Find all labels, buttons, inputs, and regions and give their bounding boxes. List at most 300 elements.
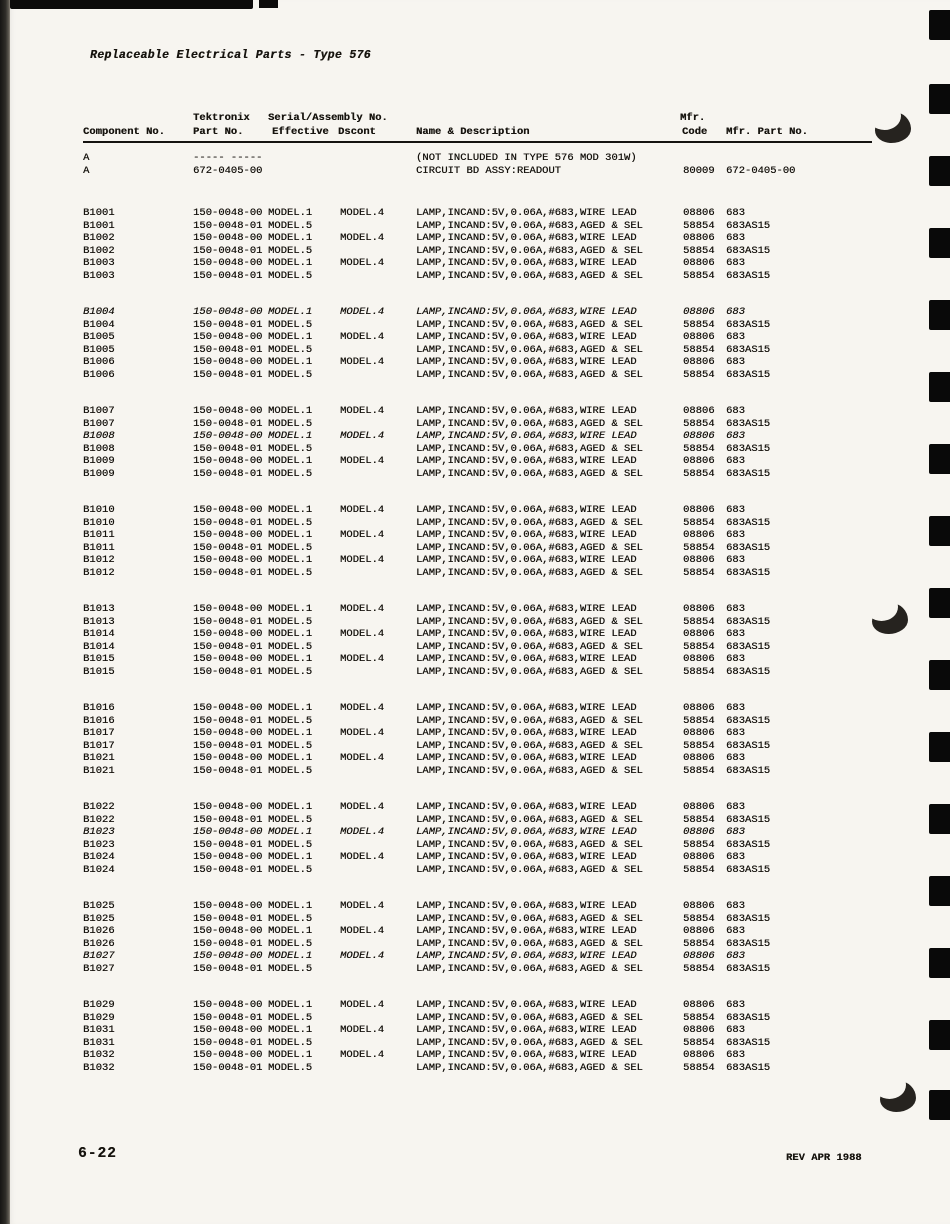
parts-table-body [83,152,883,1098]
cell-dscont [340,864,416,877]
header-rule [83,141,872,143]
table-row [83,826,883,839]
cell-tektronix-part-no: 150-0048-00 [193,702,263,714]
cell-component-no: B1001 [83,207,115,219]
table-row [83,405,883,418]
cell-tektronix-part-no: 150-0048-00 [193,455,263,467]
cell-tektronix-part-no: 150-0048-01 [193,1061,263,1074]
binding-mark [929,732,950,762]
cell-dscont: MODEL.4 [340,331,385,343]
scan-artifact-top-bar-small [259,0,278,8]
cell-mfr-part-no: 683 [726,925,745,937]
cell-name-description: LAMP,INCAND:5V,0.06A,#683,AGED & SEL [416,764,643,777]
cell-effective: MODEL.1 [268,702,313,714]
cell-mfr-part-no: 683 [726,628,745,640]
cell-name-description: LAMP,INCAND:5V,0.06A,#683,WIRE LEAD [416,1049,637,1061]
cell-dscont: MODEL.4 [340,207,385,219]
page-number: 6-22 [78,1146,117,1162]
cell-effective: MODEL.1 [268,430,313,442]
table-row [83,220,883,233]
cell-effective: MODEL.5 [268,813,313,826]
cell-tektronix-part-no: 150-0048-01 [193,640,263,653]
cell-tektronix-part-no: 150-0048-01 [193,863,263,876]
cell-name-description: LAMP,INCAND:5V,0.06A,#683,AGED & SEL [416,1011,643,1024]
cell-mfr-part-no: 683 [726,727,745,739]
cell-name-description: LAMP,INCAND:5V,0.06A,#683,WIRE LEAD [416,925,637,937]
cell-component-no: B1012 [83,566,115,579]
cell-name-description: LAMP,INCAND:5V,0.06A,#683,AGED & SEL [416,566,643,579]
table-row [83,727,883,740]
cell-name-description: LAMP,INCAND:5V,0.06A,#683,WIRE LEAD [416,331,637,343]
page-title: Replaceable Electrical Parts - Type 576 [90,49,371,62]
cell-mfr-code: 08806 [683,504,715,516]
cell-mfr-code: 08806 [683,925,715,937]
cell-mfr-part-no: 683AS15 [726,863,771,876]
cell-name-description: LAMP,INCAND:5V,0.06A,#683,WIRE LEAD [416,232,637,244]
cell-mfr-part-no: 683AS15 [726,318,771,331]
cell-mfr-part-no: 683 [726,950,745,962]
table-row [83,963,883,976]
cell-component-no: B1024 [83,863,115,876]
table-row [83,430,883,443]
cell-name-description: LAMP,INCAND:5V,0.06A,#683,AGED & SEL [416,739,643,752]
binding-mark [929,372,950,402]
cell-effective: MODEL.1 [268,207,313,219]
cell-component-no: B1004 [83,306,115,318]
cell-component-no: B1003 [83,257,115,269]
cell-mfr-code: 08806 [683,628,715,640]
cell-component-no: B1003 [83,269,115,282]
cell-mfr-part-no: 683AS15 [726,244,771,257]
cell-mfr-code: 58854 [683,566,715,579]
table-row [83,567,883,580]
cell-mfr-code: 58854 [683,863,715,876]
cell-effective: MODEL.1 [268,900,313,912]
cell-tektronix-part-no: 150-0048-00 [193,430,263,442]
cell-mfr-code: 58854 [683,615,715,628]
row-group [83,702,883,777]
binding-mark [929,516,950,546]
cell-component-no: B1007 [83,405,115,417]
cell-component-no: B1023 [83,826,115,838]
cell-component-no: B1001 [83,219,115,232]
cell-dscont [340,270,416,283]
cell-mfr-part-no: 683AS15 [726,1061,771,1074]
cell-effective: MODEL.1 [268,405,313,417]
cell-name-description: LAMP,INCAND:5V,0.06A,#683,WIRE LEAD [416,430,637,442]
cell-effective: MODEL.1 [268,331,313,343]
cell-mfr-part-no: 683AS15 [726,467,771,480]
cell-effective: MODEL.1 [268,603,313,615]
cell-mfr-code: 08806 [683,207,715,219]
cell-tektronix-part-no: 150-0048-00 [193,554,263,566]
cell-effective: MODEL.5 [268,541,313,554]
ink-smudge [872,603,908,634]
cell-effective: MODEL.5 [268,244,313,257]
cell-effective: MODEL.1 [268,628,313,640]
cell-effective: MODEL.1 [268,826,313,838]
cell-tektronix-part-no: 150-0048-01 [193,1011,263,1024]
cell-name-description: LAMP,INCAND:5V,0.06A,#683,AGED & SEL [416,937,643,950]
cell-effective: MODEL.5 [268,615,313,628]
cell-mfr-code: 58854 [683,813,715,826]
cell-name-description: LAMP,INCAND:5V,0.06A,#683,WIRE LEAD [416,207,637,219]
cell-mfr-part-no: 683 [726,826,745,838]
cell-mfr-code: 58854 [683,368,715,381]
table-row [83,165,883,178]
table-row [83,245,883,258]
cell-mfr-part-no: 683 [726,554,745,566]
cell-component-no: B1008 [83,442,115,455]
cell-mfr-part-no: 683AS15 [726,417,771,430]
cell-name-description: LAMP,INCAND:5V,0.06A,#683,AGED & SEL [416,813,643,826]
cell-dscont: MODEL.4 [340,356,385,368]
cell-mfr-code: 08806 [683,455,715,467]
cell-mfr-code: 58854 [683,714,715,727]
cell-dscont: MODEL.4 [340,306,385,318]
cell-name-description: LAMP,INCAND:5V,0.06A,#683,AGED & SEL [416,912,643,925]
table-row [83,950,883,963]
cell-mfr-part-no: 683 [726,504,745,516]
cell-mfr-code: 58854 [683,467,715,480]
cell-mfr-code: 58854 [683,417,715,430]
table-row [83,207,883,220]
cell-component-no: A [83,152,90,164]
cell-mfr-part-no: 683AS15 [726,912,771,925]
header-tektronix: Tektronix [193,112,250,124]
table-row [83,356,883,369]
cell-mfr-part-no: 683 [726,405,745,417]
cell-tektronix-part-no: 150-0048-00 [193,727,263,739]
row-group [83,900,883,975]
cell-mfr-part-no: 683 [726,1049,745,1061]
cell-mfr-code: 58854 [683,442,715,455]
cell-dscont [340,715,416,728]
cell-name-description: LAMP,INCAND:5V,0.06A,#683,AGED & SEL [416,714,643,727]
cell-component-no: B1026 [83,937,115,950]
cell-dscont [340,542,416,555]
cell-dscont [340,1012,416,1025]
cell-mfr-part-no: 683AS15 [726,813,771,826]
cell-mfr-part-no: 683 [726,1024,745,1036]
cell-tektronix-part-no: 150-0048-01 [193,516,263,529]
cell-component-no: B1029 [83,999,115,1011]
cell-effective: MODEL.5 [268,368,313,381]
cell-mfr-code: 08806 [683,529,715,541]
cell-tektronix-part-no: 150-0048-00 [193,207,263,219]
cell-effective: MODEL.5 [268,764,313,777]
cell-mfr-code: 58854 [683,640,715,653]
cell-component-no: B1032 [83,1049,115,1061]
cell-name-description: LAMP,INCAND:5V,0.06A,#683,WIRE LEAD [416,826,637,838]
cell-tektronix-part-no: ----- ----- [193,152,263,164]
header-effective: Effective [272,126,329,138]
ink-smudge [875,112,911,143]
cell-component-no: B1025 [83,912,115,925]
cell-effective: MODEL.1 [268,925,313,937]
cell-dscont [340,468,416,481]
cell-effective: MODEL.5 [268,566,313,579]
cell-mfr-part-no: 683AS15 [726,764,771,777]
cell-tektronix-part-no: 150-0048-00 [193,405,263,417]
table-row [83,418,883,431]
cell-tektronix-part-no: 672-0405-00 [193,164,263,177]
cell-dscont [340,1037,416,1050]
cell-tektronix-part-no: 150-0048-01 [193,541,263,554]
cell-mfr-code: 08806 [683,603,715,615]
cell-effective: MODEL.5 [268,962,313,975]
row-group [83,405,883,480]
cell-mfr-part-no: 683AS15 [726,516,771,529]
cell-component-no: B1013 [83,603,115,615]
cell-dscont: MODEL.4 [340,653,385,665]
cell-mfr-code: 08806 [683,653,715,665]
cell-mfr-code: 08806 [683,851,715,863]
cell-effective: MODEL.5 [268,1011,313,1024]
cell-mfr-part-no: 683AS15 [726,615,771,628]
cell-mfr-code: 58854 [683,962,715,975]
cell-name-description: LAMP,INCAND:5V,0.06A,#683,WIRE LEAD [416,702,637,714]
cell-effective: MODEL.1 [268,752,313,764]
cell-mfr-code: 58854 [683,937,715,950]
cell-mfr-part-no: 683AS15 [726,714,771,727]
cell-mfr-code: 08806 [683,405,715,417]
table-row [83,1049,883,1062]
table-row [83,925,883,938]
cell-effective: MODEL.5 [268,640,313,653]
cell-mfr-part-no: 672-0405-00 [726,164,796,177]
cell-name-description: LAMP,INCAND:5V,0.06A,#683,WIRE LEAD [416,455,637,467]
cell-dscont [340,913,416,926]
cell-tektronix-part-no: 150-0048-00 [193,826,263,838]
cell-component-no: B1007 [83,417,115,430]
cell-effective: MODEL.5 [268,318,313,331]
cell-component-no: B1015 [83,653,115,665]
cell-mfr-code: 08806 [683,232,715,244]
cell-effective: MODEL.5 [268,739,313,752]
cell-mfr-code: 58854 [683,912,715,925]
cell-dscont [340,839,416,852]
cell-name-description: LAMP,INCAND:5V,0.06A,#683,WIRE LEAD [416,727,637,739]
table-row [83,740,883,753]
cell-component-no: B1011 [83,541,115,554]
cell-effective: MODEL.1 [268,356,313,368]
cell-name-description: LAMP,INCAND:5V,0.06A,#683,WIRE LEAD [416,1024,637,1036]
cell-mfr-part-no: 683AS15 [726,640,771,653]
cell-mfr-code: 08806 [683,702,715,714]
cell-mfr-part-no: 683 [726,603,745,615]
cell-dscont: MODEL.4 [340,405,385,417]
cell-component-no: A [83,164,90,177]
cell-tektronix-part-no: 150-0048-01 [193,739,263,752]
cell-tektronix-part-no: 150-0048-00 [193,504,263,516]
row-group [83,999,883,1074]
cell-mfr-part-no: 683 [726,702,745,714]
table-row [83,702,883,715]
cell-effective: MODEL.5 [268,665,313,678]
cell-dscont: MODEL.4 [340,232,385,244]
cell-component-no: B1014 [83,628,115,640]
cell-mfr-part-no: 683 [726,801,745,813]
cell-mfr-code: 58854 [683,764,715,777]
cell-mfr-code: 08806 [683,826,715,838]
binding-mark [929,804,950,834]
cell-mfr-code: 58854 [683,516,715,529]
cell-effective: MODEL.5 [268,343,313,356]
cell-mfr-code: 58854 [683,318,715,331]
cell-component-no: B1011 [83,529,115,541]
cell-tektronix-part-no: 150-0048-00 [193,331,263,343]
cell-effective: MODEL.1 [268,529,313,541]
header-component-no: Component No. [83,126,165,138]
cell-component-no: B1008 [83,430,115,442]
cell-effective: MODEL.1 [268,999,313,1011]
cell-mfr-part-no: 683 [726,331,745,343]
cell-name-description: CIRCUIT BD ASSY:READOUT [416,164,561,177]
cell-component-no: B1022 [83,813,115,826]
table-row [83,554,883,567]
cell-name-description: LAMP,INCAND:5V,0.06A,#683,AGED & SEL [416,863,643,876]
cell-mfr-code: 58854 [683,665,715,678]
cell-effective: MODEL.5 [268,714,313,727]
table-row [83,801,883,814]
cell-tektronix-part-no: 150-0048-00 [193,257,263,269]
cell-dscont [340,616,416,629]
cell-mfr-code: 08806 [683,554,715,566]
cell-mfr-code: 08806 [683,801,715,813]
table-row [83,839,883,852]
header-name-description: Name & Description [416,126,530,138]
cell-effective: MODEL.1 [268,257,313,269]
cell-tektronix-part-no: 150-0048-00 [193,752,263,764]
cell-mfr-code: 58854 [683,343,715,356]
cell-component-no: B1006 [83,356,115,368]
cell-name-description: LAMP,INCAND:5V,0.06A,#683,WIRE LEAD [416,603,637,615]
cell-effective: MODEL.5 [268,442,313,455]
cell-mfr-code: 58854 [683,269,715,282]
table-row [83,628,883,641]
table-row [83,331,883,344]
cell-mfr-part-no: 683 [726,529,745,541]
cell-name-description: LAMP,INCAND:5V,0.06A,#683,WIRE LEAD [416,900,637,912]
table-row [83,715,883,728]
cell-mfr-code: 08806 [683,430,715,442]
cell-tektronix-part-no: 150-0048-00 [193,851,263,863]
cell-name-description: LAMP,INCAND:5V,0.06A,#683,AGED & SEL [416,417,643,430]
cell-component-no: B1023 [83,838,115,851]
cell-name-description: LAMP,INCAND:5V,0.06A,#683,WIRE LEAD [416,950,637,962]
binding-mark [929,84,950,114]
table-row [83,666,883,679]
cell-component-no: B1014 [83,640,115,653]
table-row [83,504,883,517]
cell-tektronix-part-no: 150-0048-01 [193,417,263,430]
cell-component-no: B1029 [83,1011,115,1024]
cell-name-description: LAMP,INCAND:5V,0.06A,#683,WIRE LEAD [416,504,637,516]
cell-component-no: B1009 [83,467,115,480]
cell-tektronix-part-no: 150-0048-00 [193,603,263,615]
cell-name-description: LAMP,INCAND:5V,0.06A,#683,WIRE LEAD [416,851,637,863]
cell-dscont: MODEL.4 [340,752,385,764]
cell-dscont [340,245,416,258]
cell-name-description: LAMP,INCAND:5V,0.06A,#683,AGED & SEL [416,838,643,851]
cell-mfr-code: 08806 [683,900,715,912]
cell-component-no: B1002 [83,244,115,257]
cell-dscont [340,319,416,332]
cell-tektronix-part-no: 150-0048-00 [193,232,263,244]
cell-mfr-code: 08806 [683,752,715,764]
cell-tektronix-part-no: 150-0048-01 [193,838,263,851]
table-row [83,603,883,616]
cell-effective: MODEL.5 [268,912,313,925]
cell-dscont: MODEL.4 [340,554,385,566]
cell-dscont: MODEL.4 [340,900,385,912]
cell-dscont: MODEL.4 [340,257,385,269]
cell-mfr-part-no: 683AS15 [726,442,771,455]
binding-mark [929,300,950,330]
cell-tektronix-part-no: 150-0048-00 [193,628,263,640]
cell-tektronix-part-no: 150-0048-00 [193,653,263,665]
cell-effective: MODEL.1 [268,653,313,665]
cell-component-no: B1017 [83,739,115,752]
cell-mfr-part-no [726,152,883,165]
cell-dscont: MODEL.4 [340,801,385,813]
cell-mfr-part-no: 683 [726,653,745,665]
cell-name-description: LAMP,INCAND:5V,0.06A,#683,WIRE LEAD [416,529,637,541]
cell-mfr-part-no: 683AS15 [726,1036,771,1049]
cell-component-no: B1027 [83,950,115,962]
cell-mfr-part-no: 683 [726,257,745,269]
cell-effective: MODEL.1 [268,801,313,813]
cell-effective: MODEL.5 [268,937,313,950]
cell-mfr-code: 58854 [683,244,715,257]
assembly-rows [83,152,883,177]
cell-effective: MODEL.1 [268,232,313,244]
cell-dscont: MODEL.4 [340,826,385,838]
table-row [83,1062,883,1075]
cell-component-no: B1005 [83,331,115,343]
cell-component-no: B1005 [83,343,115,356]
header-serial-assembly: Serial/Assembly No. [268,112,388,124]
cell-tektronix-part-no: 150-0048-01 [193,912,263,925]
cell-component-no: B1031 [83,1036,115,1049]
cell-name-description: LAMP,INCAND:5V,0.06A,#683,AGED & SEL [416,368,643,381]
cell-effective: MODEL.5 [268,838,313,851]
cell-mfr-code: 08806 [683,257,715,269]
cell-component-no: B1006 [83,368,115,381]
table-row [83,999,883,1012]
cell-effective: MODEL.1 [268,504,313,516]
cell-dscont [340,369,416,382]
cell-dscont [340,418,416,431]
table-row [83,369,883,382]
cell-dscont: MODEL.4 [340,1049,385,1061]
cell-name-description: LAMP,INCAND:5V,0.06A,#683,WIRE LEAD [416,554,637,566]
cell-name-description: LAMP,INCAND:5V,0.06A,#683,WIRE LEAD [416,801,637,813]
cell-dscont: MODEL.4 [340,603,385,615]
row-group [83,603,883,678]
cell-component-no: B1024 [83,851,115,863]
cell-mfr-part-no: 683AS15 [726,937,771,950]
cell-dscont [340,220,416,233]
cell-tektronix-part-no: 150-0048-00 [193,900,263,912]
header-part-no: Part No. [193,126,244,138]
row-group [83,306,883,381]
cell-effective: MODEL.5 [268,467,313,480]
cell-effective: MODEL.1 [268,554,313,566]
cell-mfr-part-no: 683AS15 [726,541,771,554]
cell-tektronix-part-no: 150-0048-00 [193,1049,263,1061]
